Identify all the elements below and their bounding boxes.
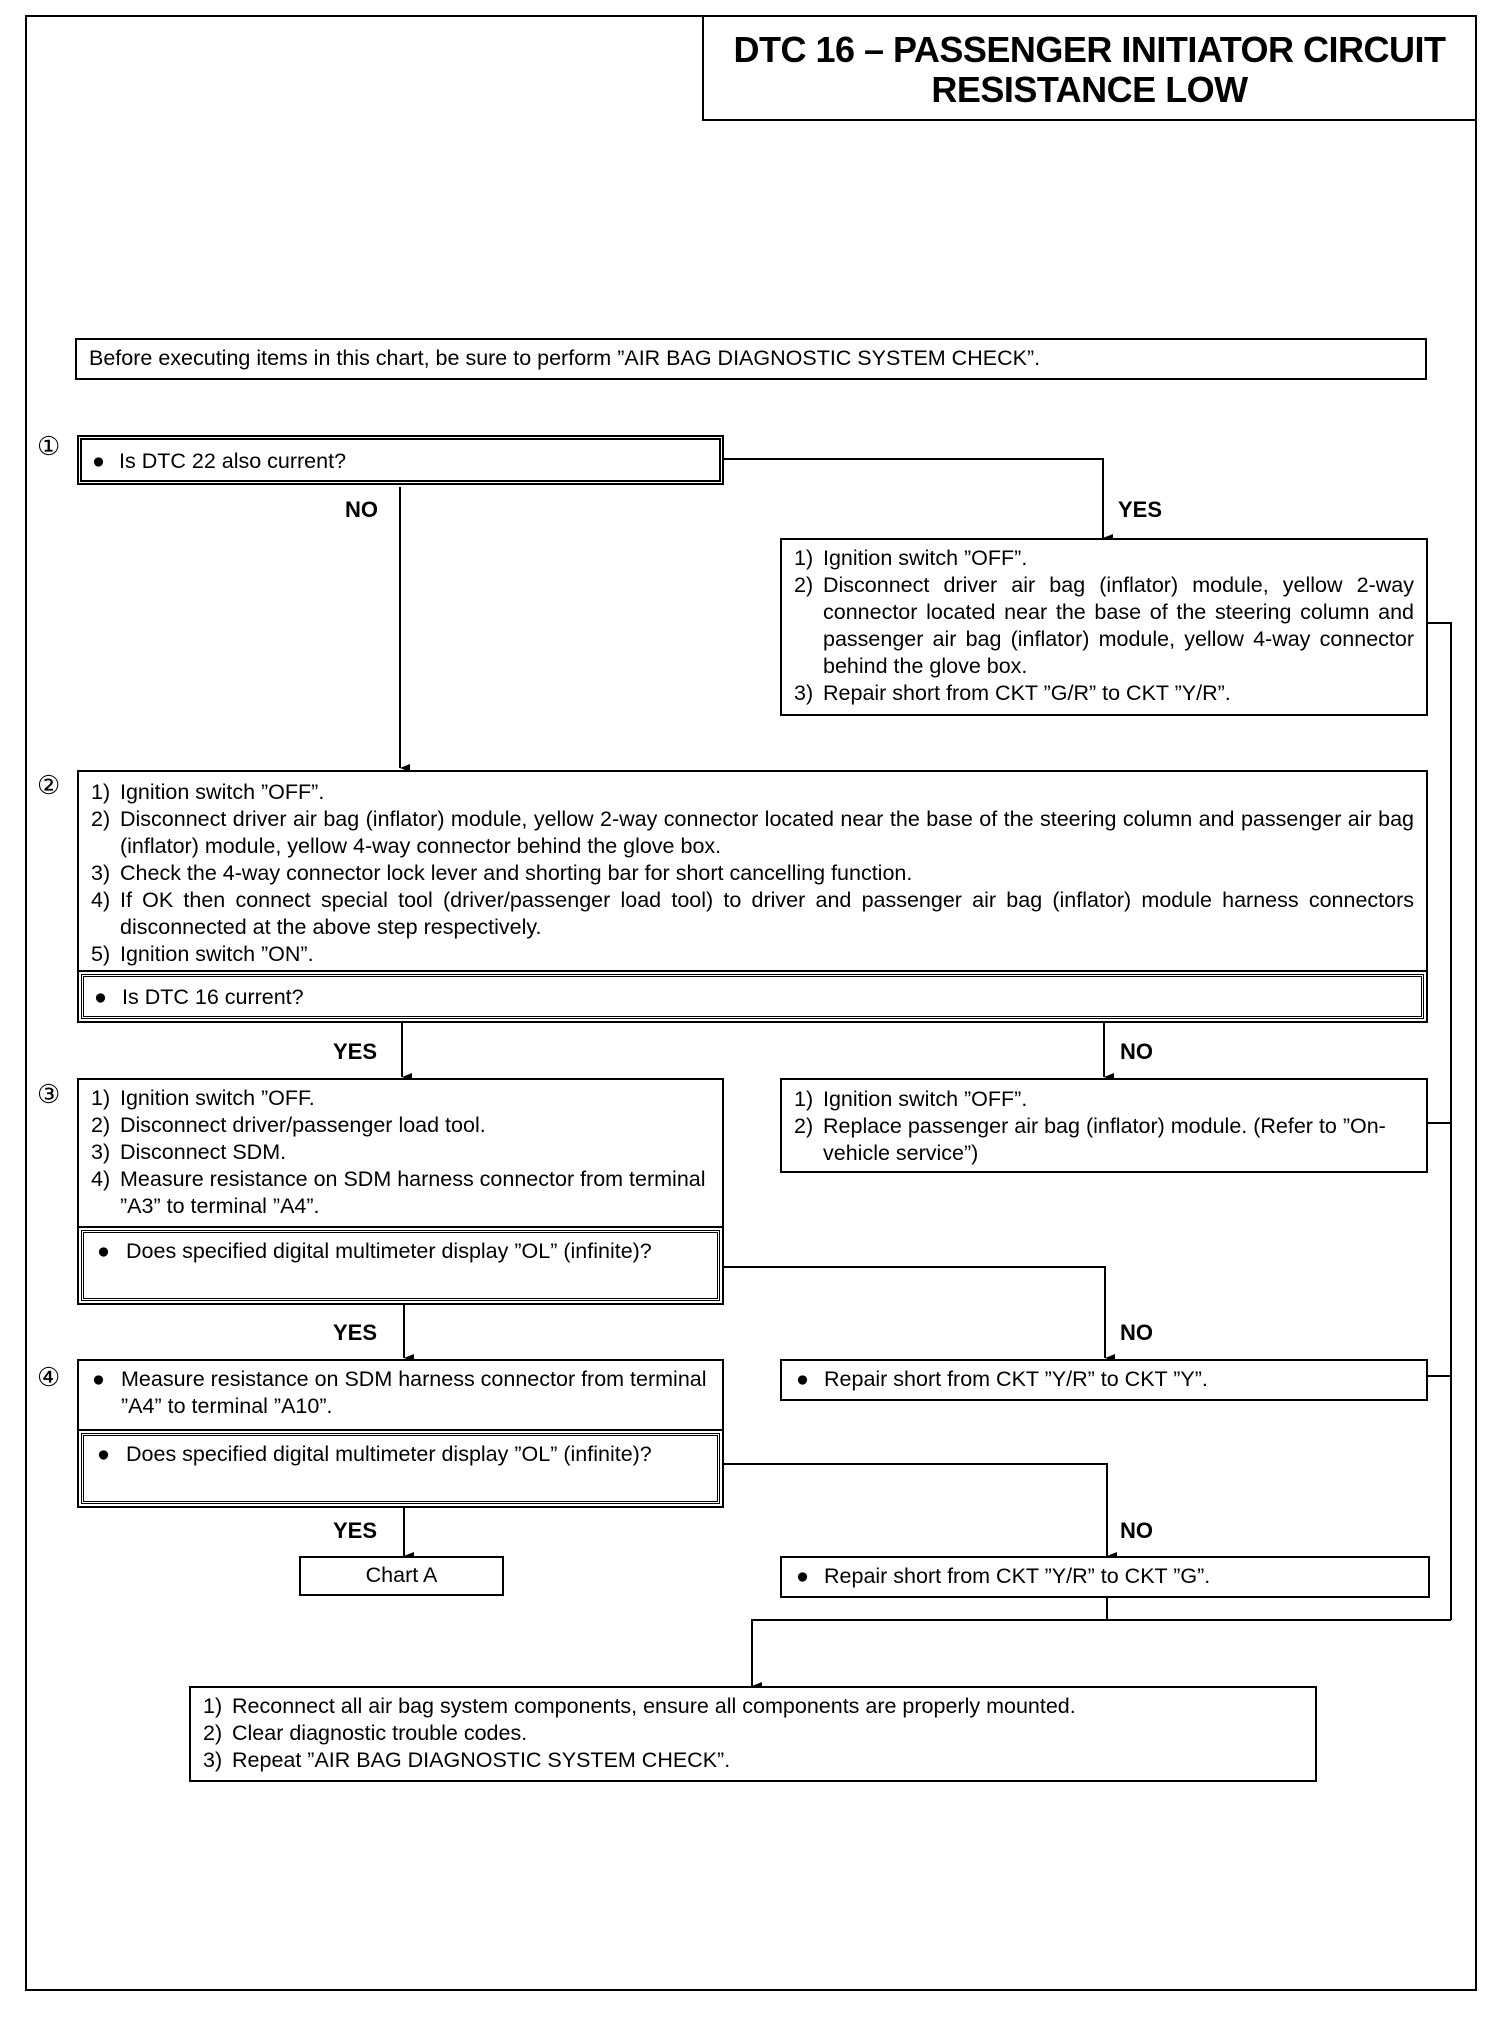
- action-item: [91, 1166, 710, 1220]
- step-4-question-box: [81, 1433, 720, 1504]
- final-actions-box: [189, 1686, 1317, 1782]
- action-number: 5): [91, 942, 111, 966]
- step-4-action: ● Measure resistance on SDM harness connector from terminal ”A4” to terminal ”A10”.: [92, 1367, 707, 1418]
- step-4-yes-label: YES: [333, 1518, 378, 1543]
- action-item: [794, 1113, 1414, 1167]
- step-2-actions-box: [77, 770, 1428, 972]
- step-4-number: ④: [37, 1362, 61, 1392]
- bullet-icon: ●: [97, 1239, 110, 1263]
- action-item: [794, 572, 1414, 680]
- action-text: Ignition switch ”OFF”.: [120, 780, 325, 804]
- step-2-action-list: [91, 779, 1414, 968]
- action-item: [203, 1747, 1303, 1774]
- action-number: 2): [203, 1721, 223, 1745]
- bullet-icon: ●: [97, 1442, 110, 1466]
- step-2-no-label: NO: [1120, 1039, 1153, 1064]
- step-3-actions-box: [77, 1078, 724, 1228]
- step-4-no-action: [780, 1556, 1430, 1598]
- step-4-no-action-text: ● Repair short from CKT ”Y/R” to CKT ”G”.: [796, 1564, 1211, 1588]
- step-3-number: ③: [37, 1079, 61, 1109]
- step-3-no-action: [780, 1359, 1428, 1401]
- step-1-number: ①: [37, 431, 61, 461]
- final-action-list: [203, 1693, 1303, 1774]
- action-number: 3): [91, 1140, 111, 1164]
- action-text: Reconnect all air bag system components, ensure all components are properly mounted.: [232, 1694, 1076, 1718]
- step-2-number: ②: [37, 770, 61, 800]
- step-3-question-box: [81, 1230, 720, 1301]
- action-number: 3): [91, 861, 111, 885]
- bullet-icon: ●: [94, 985, 107, 1009]
- action-text: Ignition switch ”OFF.: [120, 1086, 315, 1110]
- action-item: [203, 1693, 1303, 1720]
- step-1-question: ● Is DTC 22 also current?: [92, 449, 347, 473]
- step-3-yes-label: YES: [333, 1320, 378, 1345]
- action-item: [91, 887, 1414, 941]
- chart-a-label: Chart A: [365, 1563, 438, 1587]
- step-3-question-outer: [77, 1226, 724, 1305]
- action-item: [794, 545, 1414, 572]
- precheck-text: Before executing items in this chart, be sure to perform ”AIR BAG DIAGNOSTIC SYSTEM CHECK”.: [89, 346, 1041, 370]
- step-2-question-outer: [77, 970, 1428, 1023]
- precheck-note: [75, 338, 1427, 380]
- action-text: Clear diagnostic trouble codes.: [232, 1721, 528, 1745]
- step-1-yes-action-list: [794, 545, 1414, 707]
- step-2-question-box: [81, 974, 1424, 1019]
- action-number: 1): [91, 780, 111, 804]
- action-item: [91, 779, 1414, 806]
- step-3-no-label: NO: [1120, 1320, 1153, 1345]
- action-number: 2): [91, 807, 111, 831]
- action-number: 1): [203, 1694, 223, 1718]
- action-text: Disconnect SDM.: [120, 1140, 287, 1164]
- action-item: [91, 860, 1414, 887]
- action-item: [91, 1139, 710, 1166]
- chart-a-link[interactable]: [299, 1556, 504, 1596]
- action-text: Ignition switch ”ON”.: [120, 942, 314, 966]
- step-2-no-actions: [780, 1078, 1428, 1173]
- step-2-no-action-list: [794, 1086, 1414, 1167]
- step-4-question: ● Does specified digital multimeter display ”OL” (infinite)?: [97, 1442, 652, 1466]
- action-number: 1): [794, 546, 814, 570]
- action-item: [91, 941, 1414, 968]
- title-line-2: RESISTANCE LOW: [931, 69, 1248, 110]
- action-text: Measure resistance on SDM harness connector from terminal ”A3” to terminal ”A4”.: [120, 1167, 706, 1218]
- action-text: Repair short from CKT ”G/R” to CKT ”Y/R”.: [823, 681, 1231, 705]
- step-4-question-outer: [77, 1429, 724, 1508]
- action-number: 2): [794, 573, 814, 597]
- action-item: [794, 680, 1414, 707]
- page-title: [702, 15, 1477, 121]
- action-text: Replace passenger air bag (inflator) module. (Refer to ”On-vehicle service”): [823, 1114, 1386, 1165]
- action-item: [91, 806, 1414, 860]
- step-4-action-box: [77, 1359, 724, 1431]
- action-item: [794, 1086, 1414, 1113]
- step-1-yes-actions: [780, 538, 1428, 716]
- bullet-icon: ●: [796, 1367, 809, 1391]
- bullet-icon: ●: [796, 1564, 809, 1588]
- action-text: Disconnect driver/passenger load tool.: [120, 1113, 486, 1137]
- action-text: Disconnect driver air bag (inflator) module, yellow 2-way connector located near the base of the steering column and passenger air bag (inflator) module, yellow 4-way connector behind the glove box.: [823, 573, 1414, 678]
- title-line-1: DTC 16 – PASSENGER INITIATOR CIRCUIT: [733, 29, 1446, 70]
- step-2-question: ● Is DTC 16 current?: [94, 985, 304, 1009]
- step-3-action-list: [91, 1085, 710, 1220]
- action-item: [91, 1112, 710, 1139]
- action-text: Ignition switch ”OFF”.: [823, 546, 1028, 570]
- action-text: Repeat ”AIR BAG DIAGNOSTIC SYSTEM CHECK”.: [232, 1748, 731, 1772]
- action-number: 4): [91, 888, 111, 912]
- bullet-icon: ●: [92, 1367, 105, 1391]
- action-number: 2): [91, 1113, 111, 1137]
- action-number: 2): [794, 1114, 814, 1138]
- action-number: 3): [203, 1748, 223, 1772]
- step-1-yes-label: YES: [1118, 497, 1163, 522]
- step-3-question: ● Does specified digital multimeter display ”OL” (infinite)?: [97, 1239, 652, 1263]
- bullet-icon: ●: [92, 449, 105, 473]
- action-number: 4): [91, 1167, 111, 1191]
- action-number: 3): [794, 681, 814, 705]
- action-text: Disconnect driver air bag (inflator) module, yellow 2-way connector located near the base of the steering column and passenger air bag (inflator) module, yellow 4-way connector behind the glove box.: [120, 807, 1414, 858]
- step-4-no-label: NO: [1120, 1518, 1153, 1543]
- step-1-question-box: [77, 435, 724, 485]
- step-3-no-action-text: ● Repair short from CKT ”Y/R” to CKT ”Y”.: [796, 1367, 1208, 1391]
- action-item: [91, 1085, 710, 1112]
- action-item: [203, 1720, 1303, 1747]
- action-text: If OK then connect special tool (driver/passenger load tool) to driver and passenger air bag (inflator) module harness connectors disconnected at the above step respectively.: [120, 888, 1414, 939]
- action-text: Ignition switch ”OFF”.: [823, 1087, 1028, 1111]
- action-number: 1): [794, 1087, 814, 1111]
- action-number: 1): [91, 1086, 111, 1110]
- step-2-yes-label: YES: [333, 1039, 378, 1064]
- action-text: Check the 4-way connector lock lever and shorting bar for short cancelling function.: [120, 861, 913, 885]
- step-1-no-label: NO: [345, 497, 378, 522]
